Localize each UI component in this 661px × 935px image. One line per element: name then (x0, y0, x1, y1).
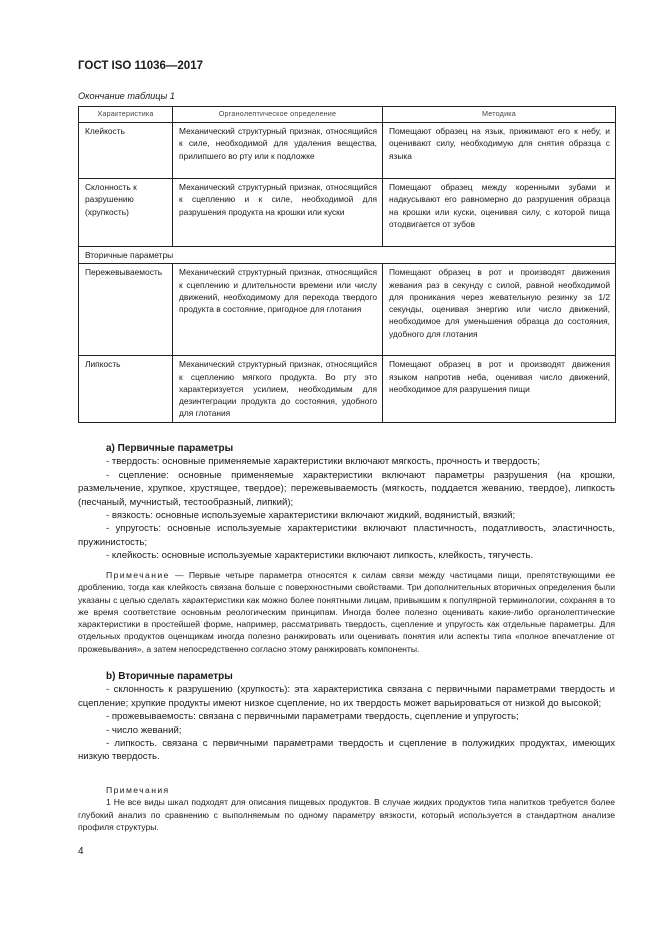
list-item: - липкость. связана с первичными параметрами твердость и сцепление в полужидких продуктах, имеющих низкую твердость. (78, 738, 615, 763)
primary-parameters-section (78, 442, 615, 563)
definition-cell: Механический структурный признак, относящийся к сцеплению и длительности времени или числу движений, необходимому для перехода твердого продукта в состояние, пригодное для глотания (173, 264, 383, 356)
characteristic-cell: Клейкость (79, 123, 173, 179)
table-row (79, 179, 616, 247)
method-cell: Помещают образец в рот и производят движения языком напротив неба, оценивая число движений, необходимое для разрушения пищи (383, 356, 616, 422)
table-row (79, 123, 616, 179)
secondary-parameters-section (78, 670, 615, 764)
table-row (79, 264, 616, 356)
table-header-cell: Характеристика (79, 107, 173, 123)
characteristic-cell: Склонность к разрушению (хрупкость) (79, 179, 173, 247)
characteristic-cell: Липкость (79, 356, 173, 422)
method-cell: Помещают образец на язык, прижимают его к небу, и оценивают силу, необходимую для снятия образца с языка (383, 123, 616, 179)
note-block (78, 569, 615, 655)
document-header: ГОСТ ISO 11036—2017 (78, 60, 203, 72)
list-item: - упругость: основные используемые характеристики включают пластичность, податливость, эластичность, пружинистость; (78, 523, 615, 548)
notes-text: 1 Не все виды шкал подходят для описания пищевых продуктов. В случае жидких продуктов типа напитков требуется более глубокий анализ по сравнению с выполняемым по одному параметру вязкости, который используется в стандартном анализе профиля структуры. (78, 797, 615, 832)
list-item: - прожевываемость: связана с первичными параметрами твердость, сцепление и упругость; (106, 711, 519, 723)
section-cell: Вторичные параметры (79, 247, 616, 264)
table-header-cell: Методика (383, 107, 616, 123)
primary-heading: а) Первичные параметры (106, 443, 234, 454)
method-cell: Помещают образец между коренными зубами и надкусывают его равномерно до разрушения образца на крошки или куски, оценивая силу, с которой пища отодвигается от зубов (383, 179, 616, 247)
list-item: - вязкость: основные используемые характеристики включают жидкий, водянистый, вязкий; (106, 510, 516, 522)
characteristic-cell: Пережевываемость (79, 264, 173, 356)
page-number: 4 (78, 846, 84, 857)
method-cell: Помещают образец в рот и производят движения жевания раз в секунду с силой, равной необходимой для проникания через жевательную резинку за 1/2 секунды, оценивая энергию или число движений, необходимое для уменьшения образца до состояния, удобного для глотания (383, 264, 616, 356)
list-item: - клейкость: основные используемые характеристики включают липкость, клейкость, тягучесть. (106, 550, 534, 562)
definition-cell: Механический структурный признак, относящийся к силе, необходимой для удаления вещества, прилипшего во рту или к подложке (173, 123, 383, 179)
note-label: Примечание (106, 570, 170, 580)
table-caption: Окончание таблицы 1 (78, 91, 175, 101)
table-header-row (79, 107, 616, 123)
list-item: - число жеваний; (106, 724, 182, 736)
list-item: - твердость: основные применяемые характеристики включают мягкость, прочность и твердость; (106, 456, 541, 468)
definition-cell: Механический структурный признак, относящийся к сцеплению и к силе, необходимой для разрушения продукта на крошки или куски (173, 179, 383, 247)
definition-cell: Механический структурный признак, относящийся к сцеплению мягкого продукта. Во рту это характеризуется усилием, необходимым для дезинтеграции продукта до состояния, удобного для глотания (173, 356, 383, 422)
table-section-row (79, 247, 616, 264)
note-text: — Первые четыре параметра относятся к силам связи между частицами пищи, препятствующими ее дроблению, тогда как клейкость связана больше с поверхностными свойствами. Три дополнительных вторичных определения были указаны с целью сделать характеристики как можно более понятными лицам, привыкшим к популярной терминологии, сохраняя в то же время соответствие основным реологическим принципам. Иногда более полезно оценивать какие-либо органолептические характеристики в простейшей форме, например, рассматривать твердость, сцепление и упругость как отдельные параметры. Для отдельных продуктов оценщикам иногда полезно ранжировать или оценивать понятия или аспекты типа «полное впечатление от прожевывания», а затем непосредственно согласно этому ранжировать компоненты. (78, 570, 615, 654)
notes-label: Примечания (106, 785, 170, 795)
secondary-heading: b) Вторичные параметры (106, 671, 233, 682)
table-row (79, 356, 616, 422)
table-header-cell: Органолептическое определение (173, 107, 383, 123)
list-item: - сцепление: основные применяемые характеристики включают параметры разрушения (на крошки, размельчение, хрупкое, хрустящее, твердое); пережевываемость (мягкость, поддается жеванию, твердое), липкость (песчаный, мучнистый, тестообразный, липкий); (78, 469, 615, 508)
list-item: - склонность к разрушению (хрупкость): эта характеристика связана с первичными параметрами твердость и сцепление; хрупкие продукты имеют низкое сцепление, но их твердость может варьироваться от низкой до высокой; (78, 684, 615, 709)
notes-block (78, 784, 615, 833)
characteristics-table (78, 106, 616, 423)
